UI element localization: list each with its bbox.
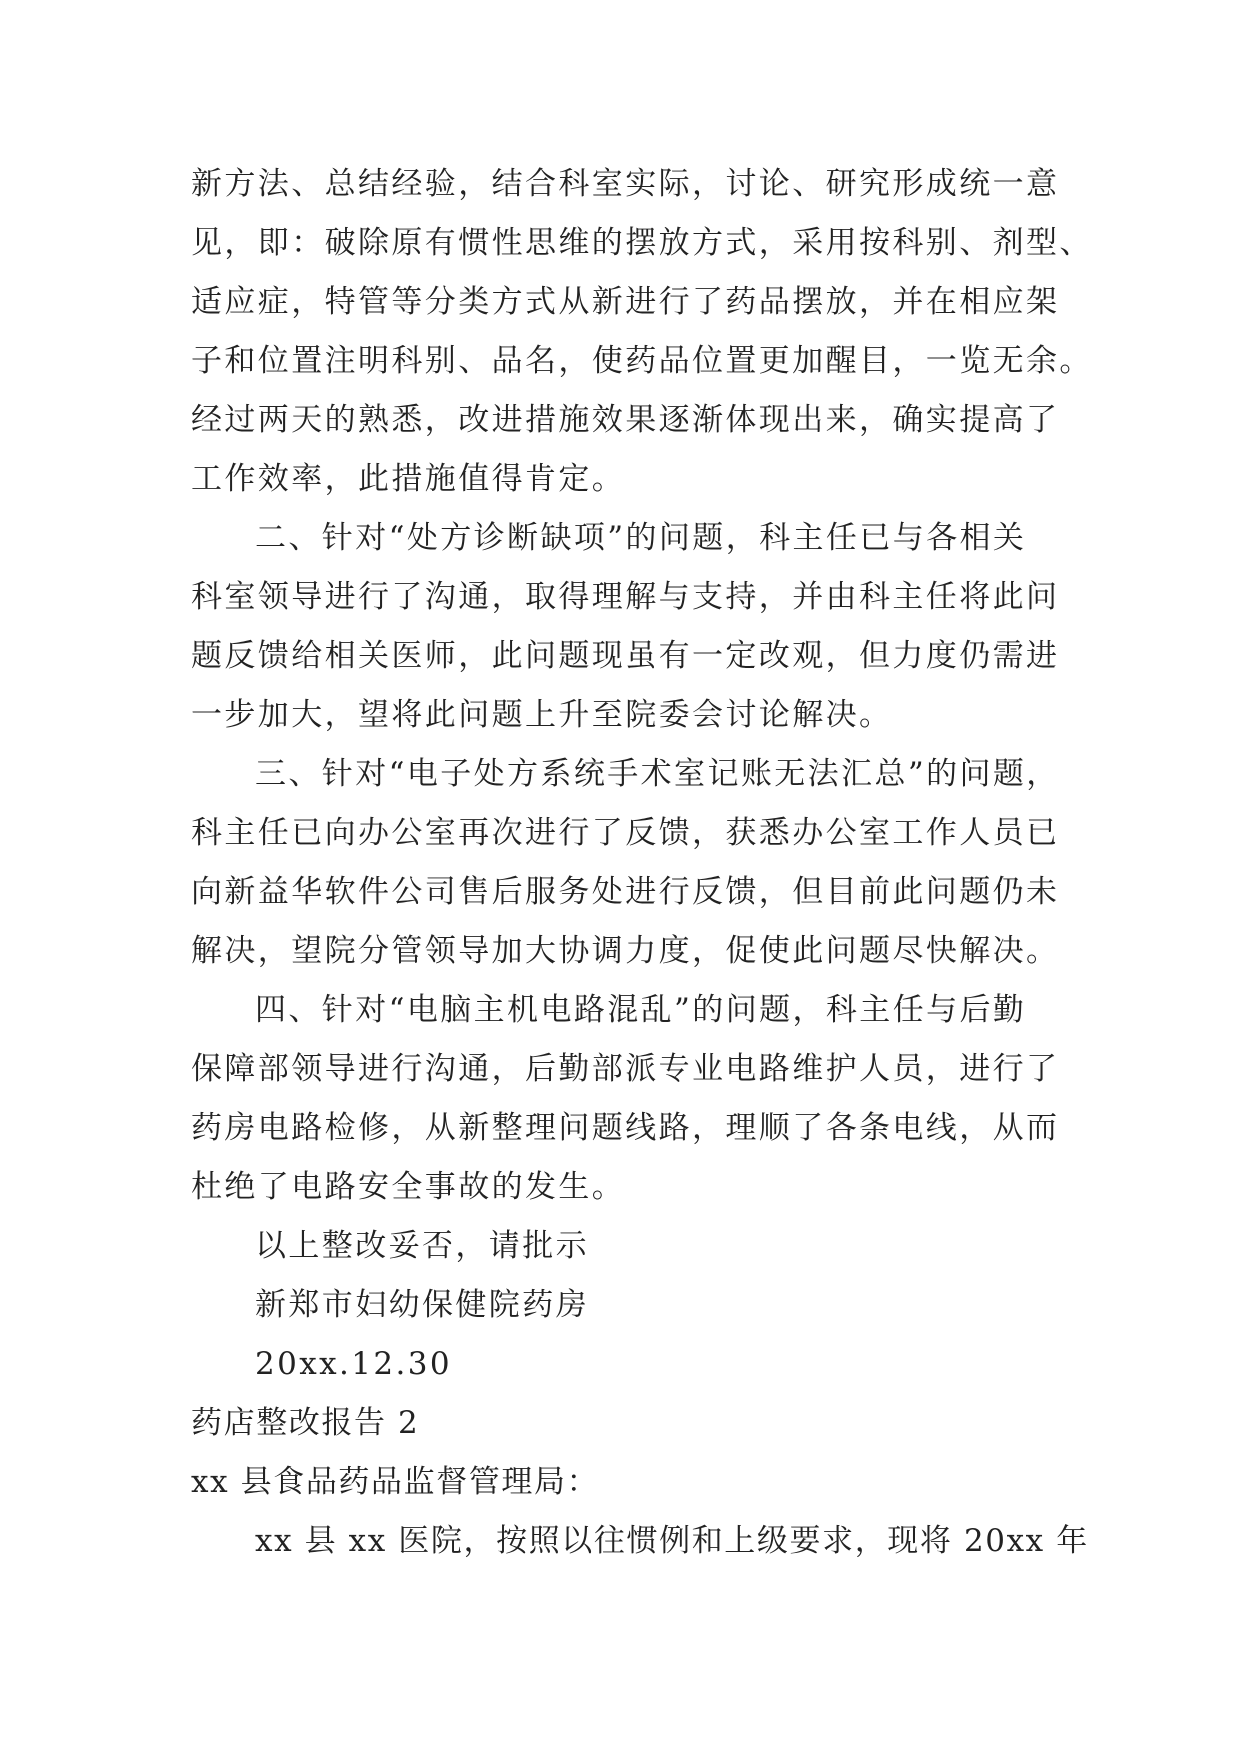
body-line-10: 一步加大，望将此问题上升至院委会讨论解决。 — [191, 697, 893, 733]
body-line-1: 新方法、总结经验，结合科室实际，讨论、研究形成统一意 — [191, 166, 1060, 202]
document-body — [191, 155, 1091, 1571]
body-line-4: 子和位置注明科别、品名，使药品位置更加醒目，一览无余。 — [191, 343, 1093, 379]
recipient-line: xx 县食品药品监督管理局： — [191, 1464, 600, 1500]
body-line-5: 经过两天的熟悉，改进措施效果逐渐体现出来，确实提高了 — [191, 402, 1060, 438]
body-line-9: 题反馈给相关医师，此问题现虽有一定改观，但力度仍需进 — [191, 638, 1060, 674]
body-line-12: 科主任已向办公室再次进行了反馈，获悉办公室工作人员已 — [191, 815, 1060, 851]
body-line-6: 工作效率，此措施值得肯定。 — [191, 461, 626, 497]
signature-date: 20xx.12.30 — [255, 1346, 453, 1382]
body-line-14: 解决，望院分管领导加大协调力度，促使此问题尽快解决。 — [191, 933, 1060, 969]
body-line-11: 三、针对“电子处方系统手术室记账无法汇总”的问题， — [255, 756, 1060, 792]
body-line-17: 药房电路检修，从新整理问题线路，理顺了各条电线，从而 — [191, 1110, 1060, 1146]
body-line-18: 杜绝了电路安全事故的发生。 — [191, 1169, 626, 1205]
closing-request: 以上整改妥否，请批示 — [255, 1228, 589, 1264]
body-line-2: 见，即：破除原有惯性思维的摆放方式，采用按科别、剂型、 — [191, 225, 1093, 261]
body-line-16: 保障部领导进行沟通，后勤部派专业电路维护人员，进行了 — [191, 1051, 1060, 1087]
body-line-15: 四、针对“电脑主机电路混乱”的问题，科主任与后勤 — [255, 992, 1027, 1028]
body-line-13: 向新益华软件公司售后服务处进行反馈，但目前此问题仍未 — [191, 874, 1060, 910]
section-title: 药店整改报告 2 — [191, 1405, 420, 1441]
signature-organization: 新郑市妇幼保健院药房 — [255, 1287, 589, 1323]
body-line-7: 二、针对“处方诊断缺项”的问题，科主任已与各相关 — [255, 520, 1027, 556]
body-line-opening: xx 县 xx 医院，按照以往惯例和上级要求，现将 20xx 年 — [255, 1523, 1089, 1559]
body-line-8: 科室领导进行了沟通，取得理解与支持，并由科主任将此问 — [191, 579, 1060, 615]
body-line-3: 适应症，特管等分类方式从新进行了药品摆放，并在相应架 — [191, 284, 1060, 320]
